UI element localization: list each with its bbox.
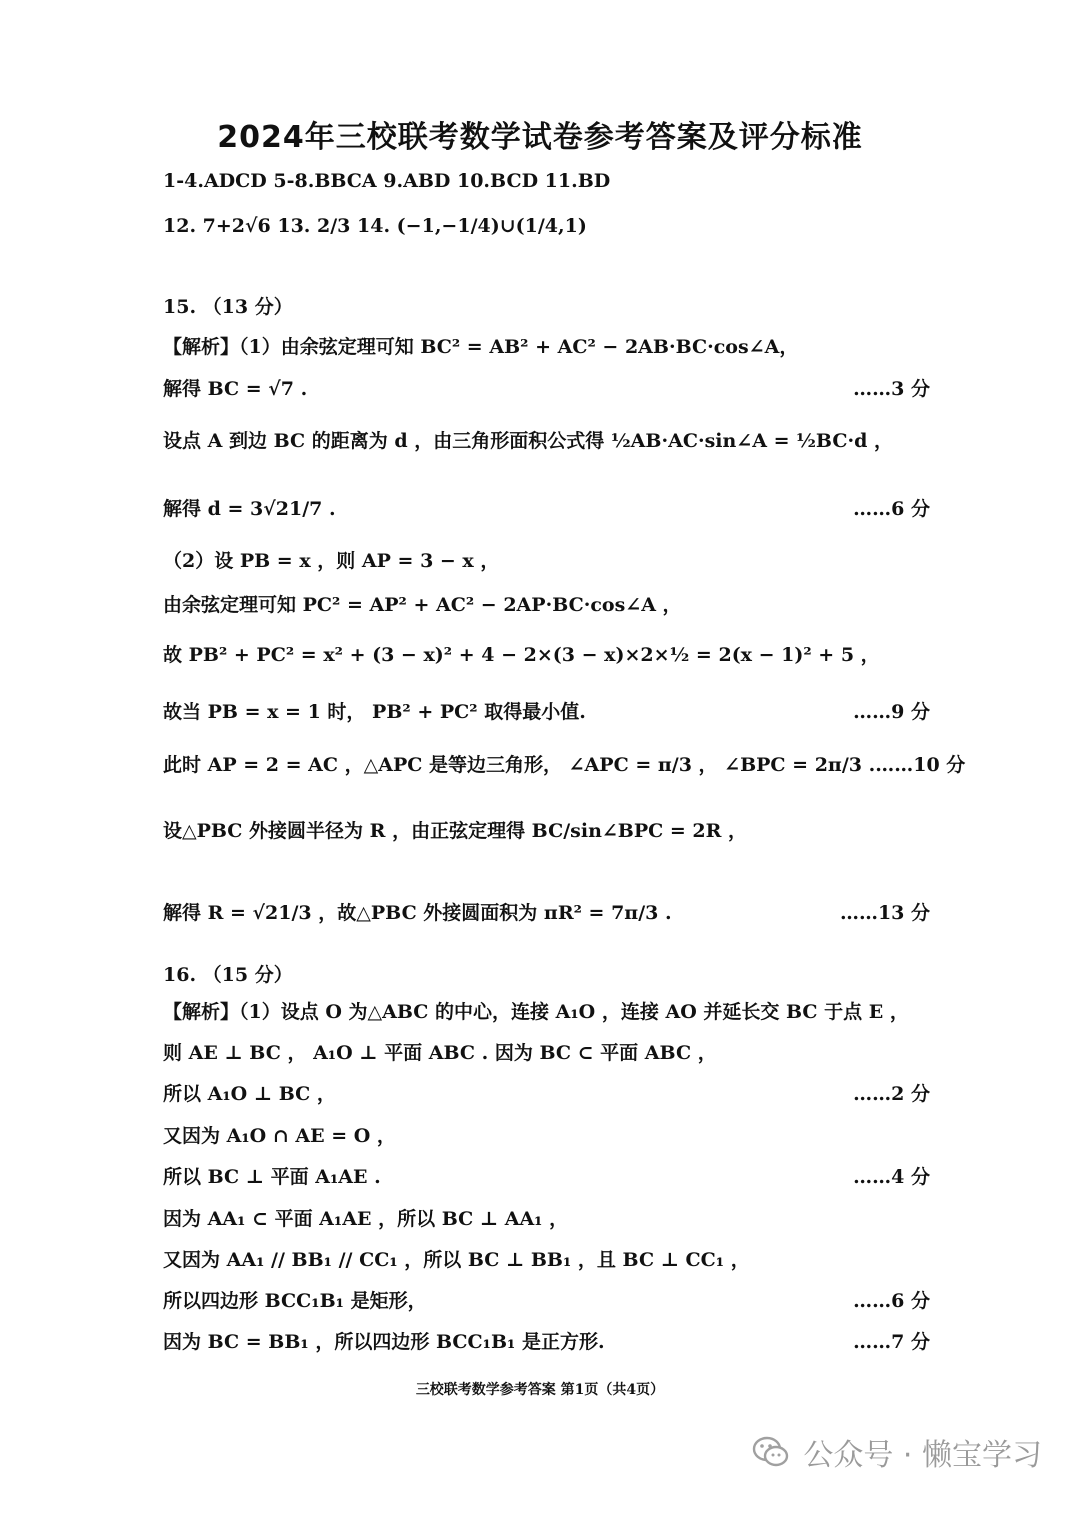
q15-line: 设点 A 到边 BC 的距离为 d ，由三角形面积公式得 ½AB·AC·sin∠A = ½BC·d ， xyxy=(163,430,893,452)
score-mark: ……2 分 xyxy=(853,1083,930,1105)
score-mark: ……4 分 xyxy=(853,1166,930,1188)
q16-line: 又因为 A₁O ∩ AE = O ， xyxy=(163,1125,396,1147)
q15-line: 【解析】（1）由余弦定理可知 BC² = AB² + AC² − 2AB·BC·cos∠A， xyxy=(163,336,799,358)
q16-line: 又因为 AA₁ // BB₁ // CC₁ ，所以 BC ⊥ BB₁ ，且 BC ⊥ CC₁ ， xyxy=(163,1249,750,1271)
q16-line: 因为 BC = BB₁ ，所以四边形 BCC₁B₁ 是正方形. ……7 分 xyxy=(163,1327,930,1354)
score-mark: ……7 分 xyxy=(853,1331,930,1353)
q15-line: 设△PBC 外接圆半径为 R ，由正弦定理得 BC/sin∠BPC = 2R ， xyxy=(163,820,748,842)
q15-line: 解得 BC = √7 . ……3 分 xyxy=(163,374,930,401)
fill-answers: 12. 7+2√6 13. 2/3 14. (−1,−1/4)∪(1/4,1) xyxy=(163,215,587,237)
q16-line: 所以 A₁O ⊥ BC ， ……2 分 xyxy=(163,1079,930,1106)
wechat-icon xyxy=(751,1432,791,1472)
page-title: 2024年三校联考数学试卷参考答案及评分标准 xyxy=(217,120,863,155)
q15-line: 此时 AP = 2 = AC ，△APC 是等边三角形， ∠APC = π/3 ， ∠BPC = 2π/3 . ……10 分 xyxy=(163,750,930,777)
score-mark: ……13 分 xyxy=(839,902,930,924)
q15-heading: 15. （13 分） xyxy=(163,296,293,318)
q16-line: 所以 BC ⊥ 平面 A₁AE . ……4 分 xyxy=(163,1162,930,1189)
q15-line: 解得 d = 3√21/7 . ……6 分 xyxy=(163,494,930,521)
watermark-text: 公众号 · 懒宝学习 xyxy=(803,1438,1042,1473)
score-mark: ……6 分 xyxy=(853,1290,930,1312)
score-mark: ……9 分 xyxy=(853,701,930,723)
q16-line: 【解析】（1）设点 O 为△ABC 的中心，连接 A₁O ，连接 AO 并延长交 BC 于点 E ， xyxy=(163,1001,909,1023)
watermark xyxy=(751,1430,1042,1474)
q16-line: 所以四边形 BCC₁B₁ 是矩形， ……6 分 xyxy=(163,1286,930,1313)
q15-line: 故 PB² + PC² = x² + (3 − x)² + 4 − 2×(3 − x)×2×½ = 2(x − 1)² + 5 ， xyxy=(163,644,880,666)
q15-line: 故当 PB = x = 1 时， PB² + PC² 取得最小值. ……9 分 xyxy=(163,697,930,724)
q15-line: （2）设 PB = x ，则 AP = 3 − x ， xyxy=(163,550,500,572)
choice-answers: 1-4.ADCD 5-8.BBCA 9.ABD 10.BCD 11.BD xyxy=(163,170,611,192)
q16-line: 则 AE ⊥ BC ， A₁O ⊥ 平面 ABC . 因为 BC ⊂ 平面 ABC ， xyxy=(163,1042,717,1064)
score-mark: ……6 分 xyxy=(853,498,930,520)
score-mark: ……10 分 xyxy=(875,754,966,776)
q16-heading: 16. （15 分） xyxy=(163,964,293,986)
q15-line: 由余弦定理可知 PC² = AP² + AC² − 2AP·BC·cos∠A ， xyxy=(163,594,682,616)
page-footer: 三校联考数学参考答案 第1页（共4页） xyxy=(415,1382,665,1398)
q15-line: 解得 R = √21/3 ，故△PBC 外接圆面积为 πR² = 7π/3 . ……13 分 xyxy=(163,898,930,925)
score-mark: ……3 分 xyxy=(853,378,930,400)
q16-line: 因为 AA₁ ⊂ 平面 A₁AE ，所以 BC ⊥ AA₁ ， xyxy=(163,1208,569,1230)
